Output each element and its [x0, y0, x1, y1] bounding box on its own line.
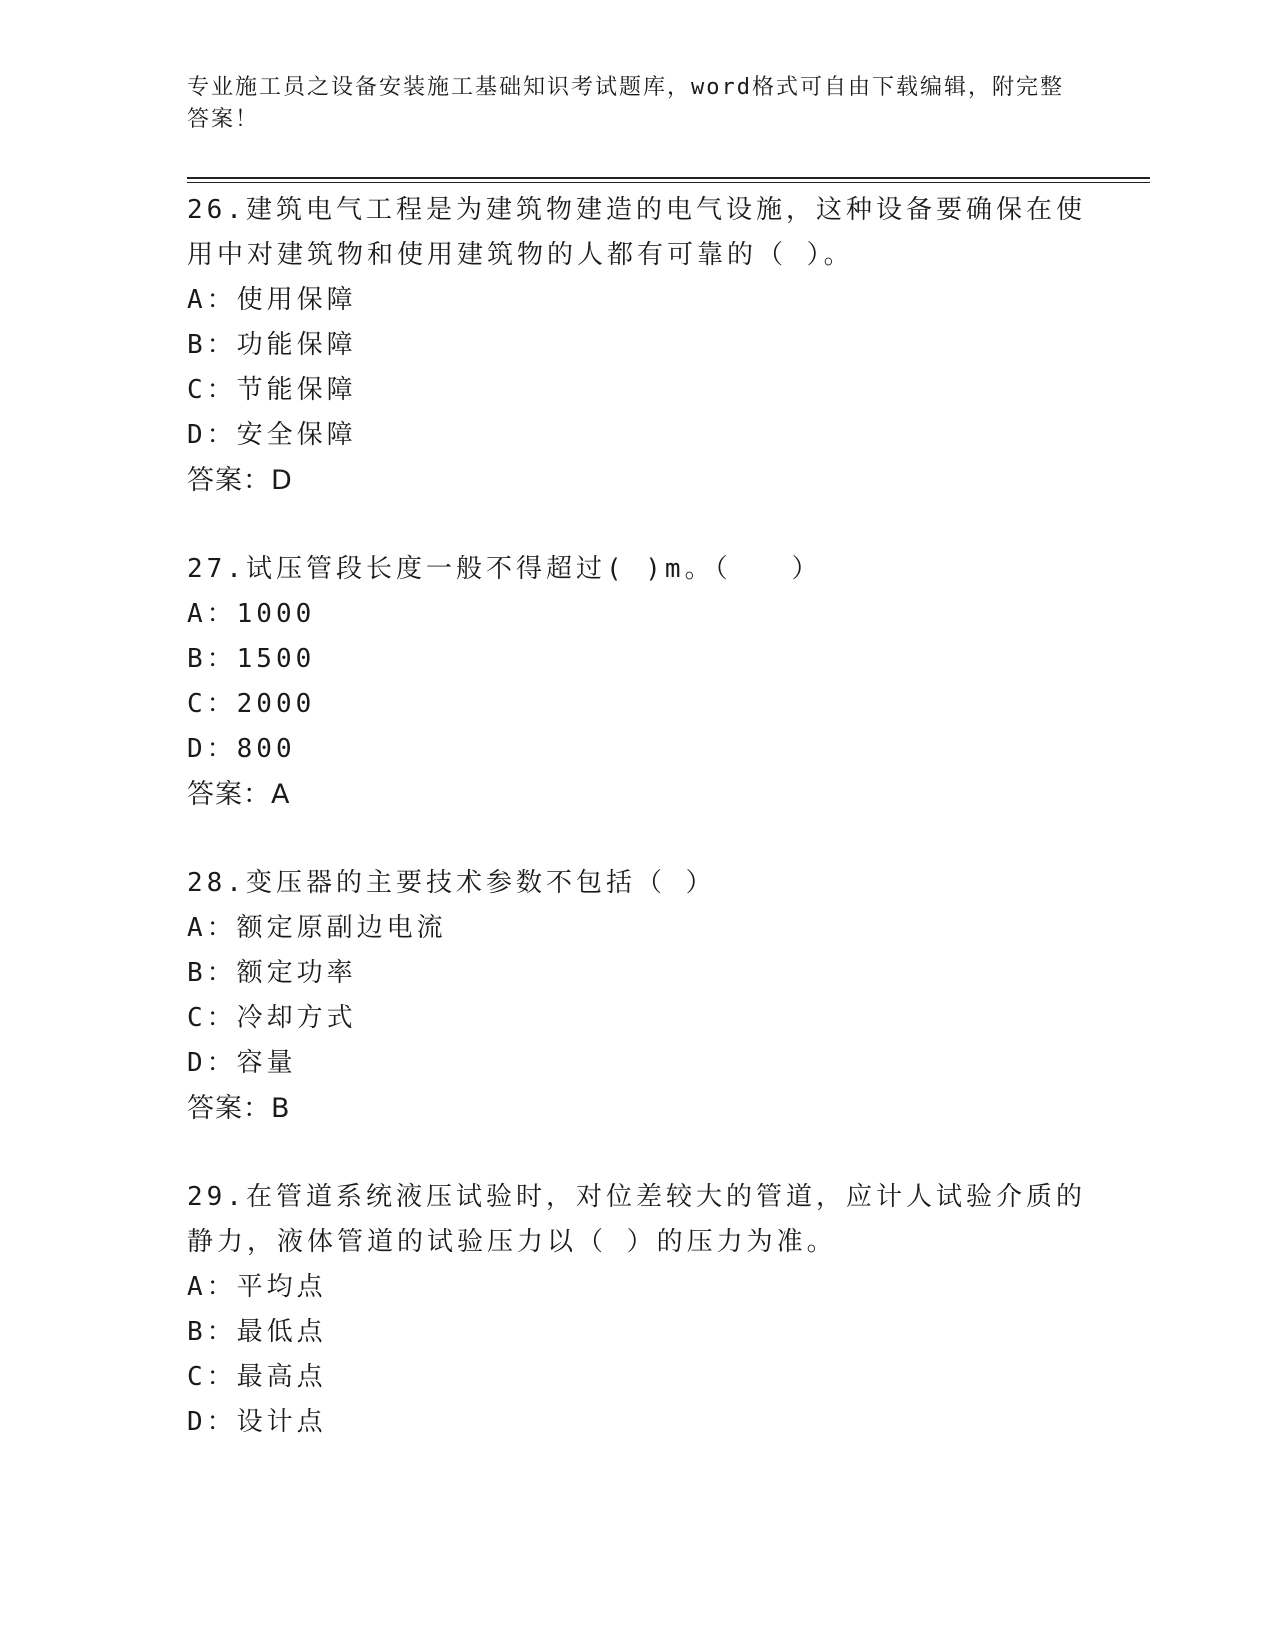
option-c: C：2000: [187, 689, 316, 719]
header-divider-thin: [187, 182, 1150, 183]
option-b: B：额定功率: [187, 958, 357, 988]
question-list: [187, 188, 1087, 1489]
question-26: [187, 188, 1087, 503]
option-b: B：最低点: [187, 1317, 327, 1347]
option-c: C：节能保障: [187, 375, 357, 405]
option-d: D：安全保障: [187, 420, 357, 450]
option-a: A：额定原副边电流: [187, 913, 447, 943]
answer-line: 答案：A: [187, 779, 291, 810]
option-d: D：容量: [187, 1048, 297, 1078]
option-b: B：功能保障: [187, 330, 357, 360]
option-a: A：使用保障: [187, 285, 357, 315]
option-b: B：1500: [187, 644, 316, 674]
question-28: [187, 861, 1087, 1131]
option-a: A：1000: [187, 599, 316, 629]
option-a: A：平均点: [187, 1272, 327, 1302]
option-c: C：最高点: [187, 1362, 327, 1392]
question-stem: 29.在管道系统液压试验时，对位差较大的管道，应计人试验介质的静力，液体管道的试验压力以（ ）的压力为准。: [187, 1182, 1086, 1257]
question-stem: 26.建筑电气工程是为建筑物建造的电气设施，这种设备要确保在使用中对建筑物和使用建筑物的人都有可靠的（ ）。: [187, 195, 1086, 270]
header-divider-thick: [187, 177, 1150, 179]
question-29: [187, 1175, 1087, 1445]
option-d: D：设计点: [187, 1407, 327, 1437]
question-27: [187, 547, 1087, 817]
answer-line: 答案：B: [187, 1093, 291, 1124]
option-d: D：800: [187, 734, 296, 764]
document-header: 专业施工员之设备安装施工基础知识考试题库，word格式可自由下载编辑，附完整答案！: [187, 75, 1064, 132]
answer-line: 答案：D: [187, 465, 293, 496]
option-c: C：冷却方式: [187, 1003, 357, 1033]
question-stem: 28.变压器的主要技术参数不包括（ ）: [187, 868, 716, 898]
question-stem: 27.试压管段长度一般不得超过( )m。（ ）: [187, 554, 822, 584]
